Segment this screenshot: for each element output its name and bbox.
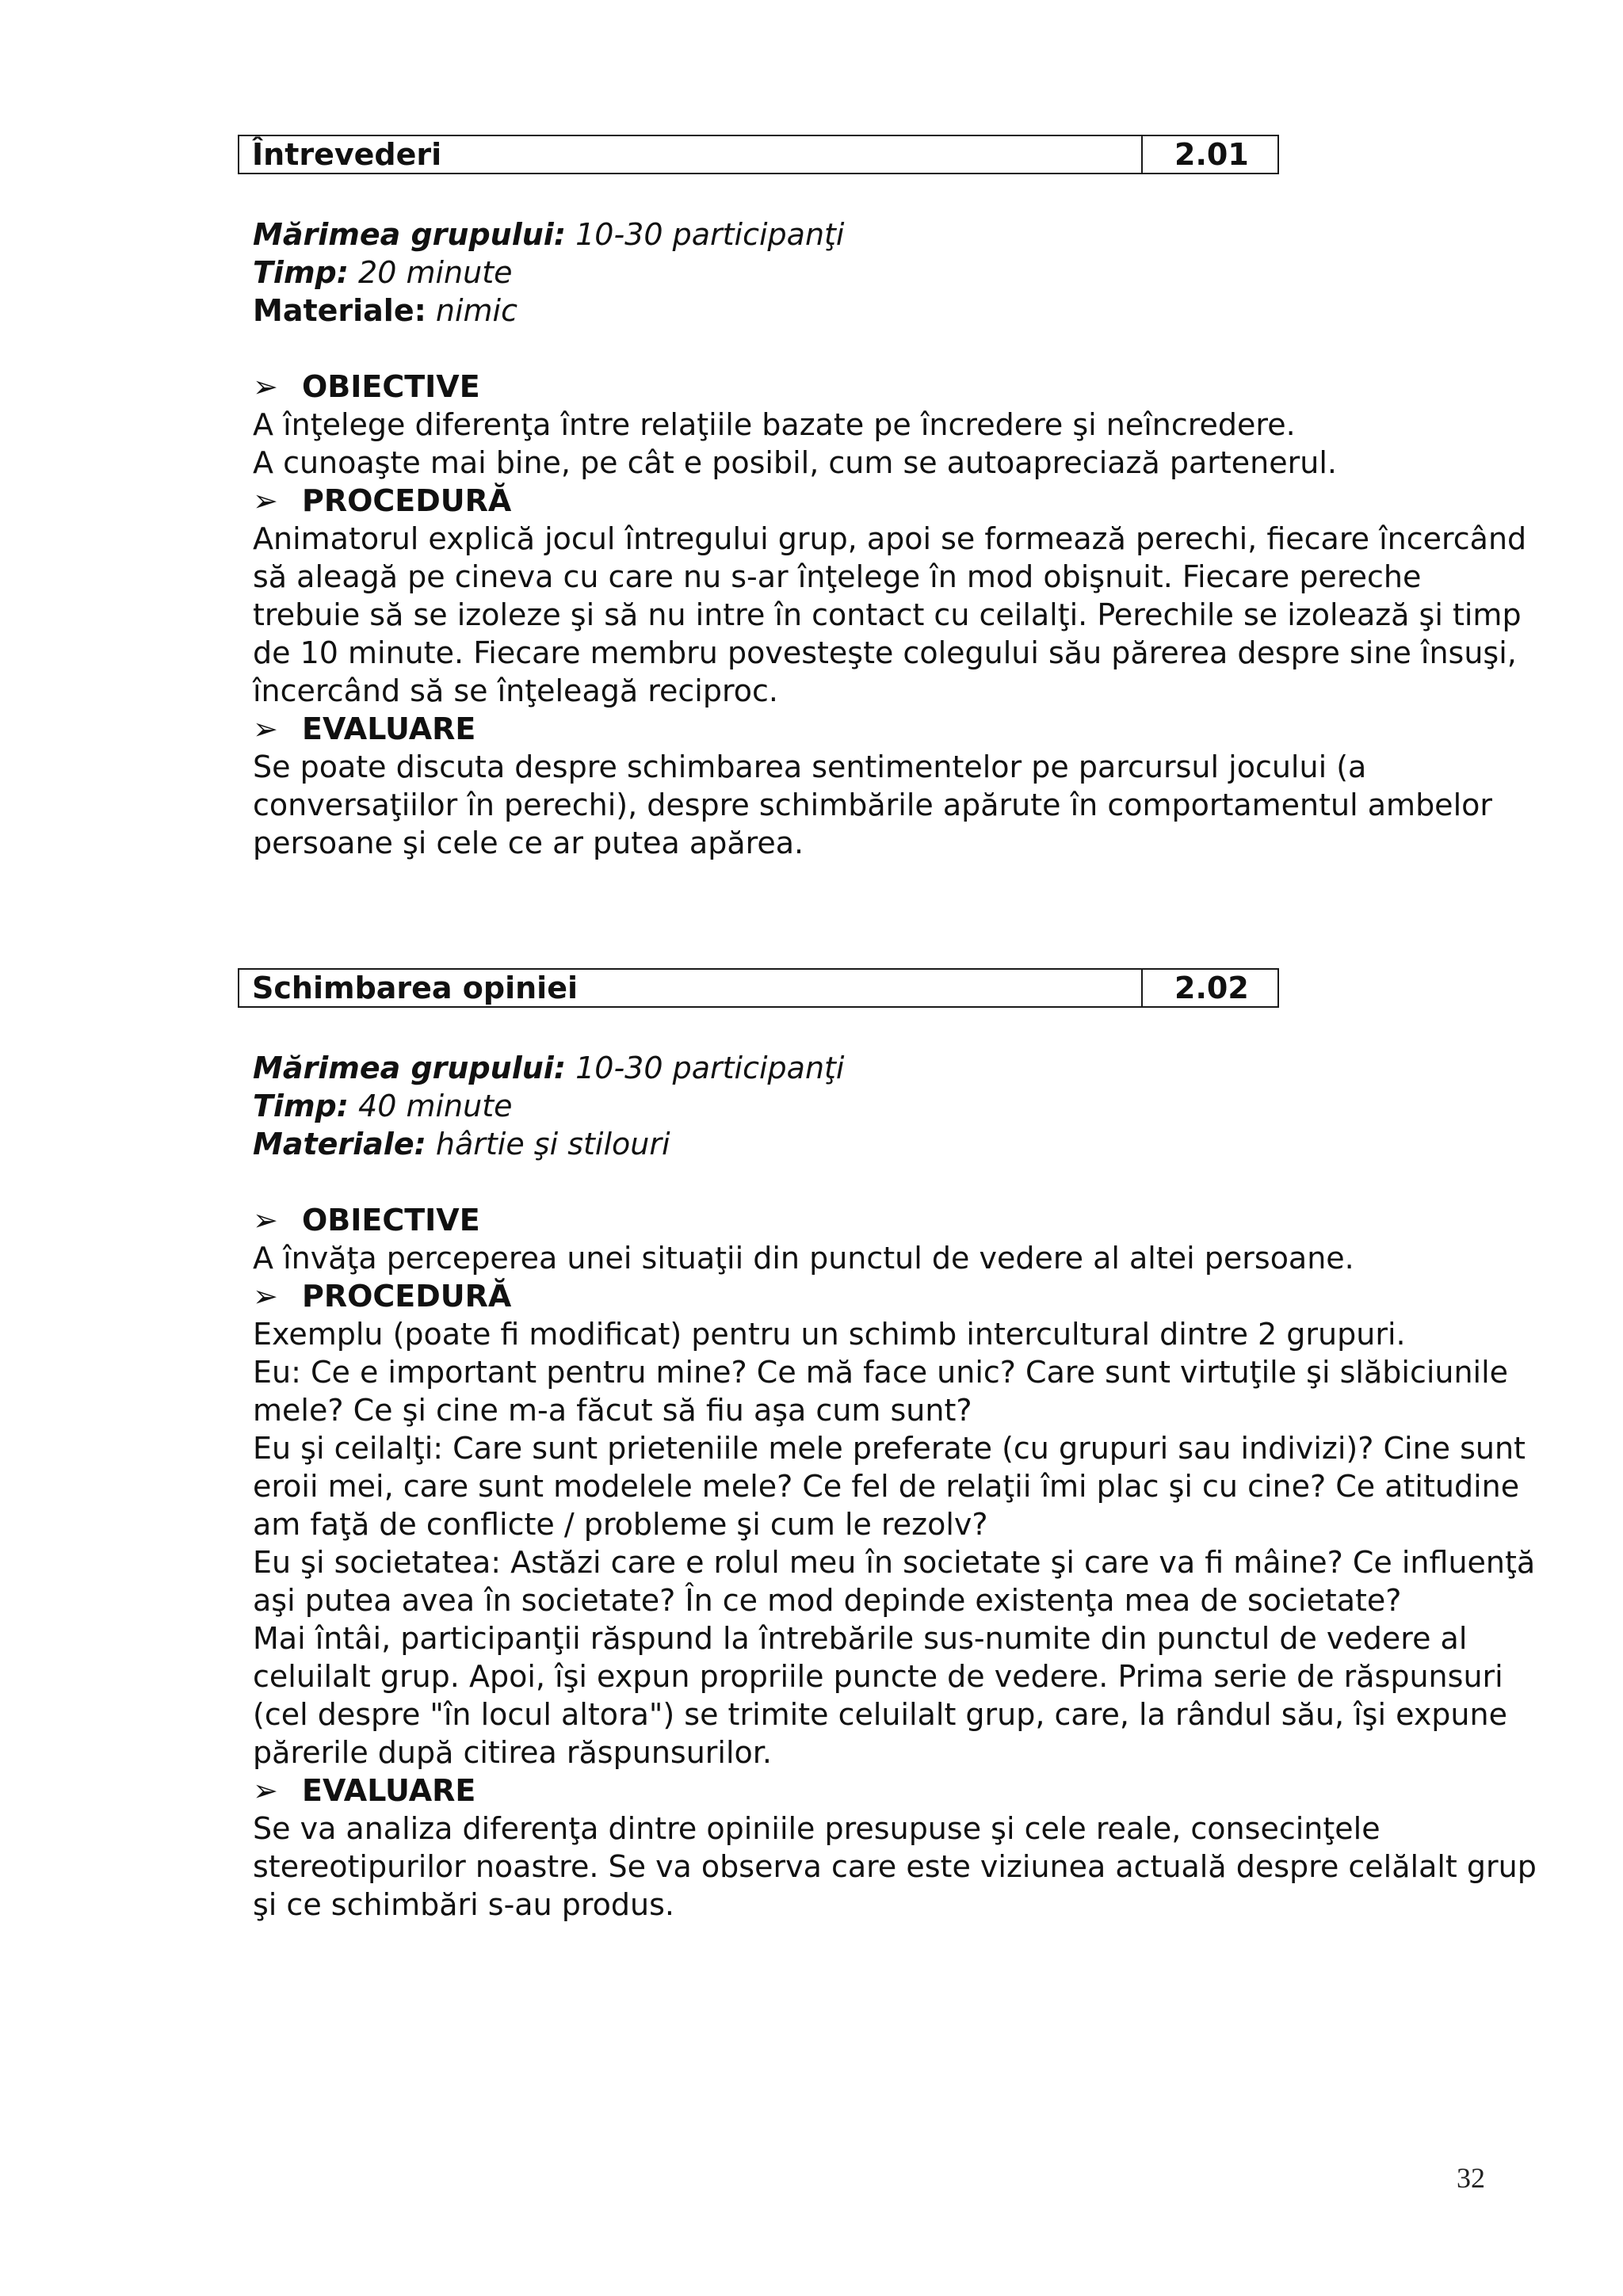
activity-section-2-02 xyxy=(238,968,1537,1924)
objectives-heading xyxy=(253,368,1474,406)
procedure-heading xyxy=(253,482,1474,520)
group-size-line xyxy=(253,215,1474,254)
evaluation-heading-text: EVALUARE xyxy=(302,1773,476,1808)
activity-title: Schimbarea opiniei xyxy=(239,970,1143,1006)
paragraph-line: Eu: Ce e important pentru mine? Ce mă face unic? Care sunt virtuţile şi slăbiciunile xyxy=(253,1355,1509,1390)
activity-content xyxy=(238,1201,1537,1924)
time-line xyxy=(253,254,1474,292)
materials-label: Materiale: xyxy=(253,293,426,328)
evaluation-heading xyxy=(253,710,1474,748)
paragraph-line: conversaţiilor în perechi), despre schimbările apărute în comportamentul ambelor xyxy=(253,788,1492,822)
paragraph-line: Eu şi ceilalţi: Care sunt prieteniile mele preferate (cu grupuri sau indivizi)? Cine sunt xyxy=(253,1431,1526,1466)
paragraph-line: celuilalt grup. Apoi, îşi expun propriile puncte de vedere. Prima serie de răspunsuri xyxy=(253,1659,1503,1694)
paragraph-line: Exemplu (poate fi modificat) pentru un schimb intercultural dintre 2 grupuri. xyxy=(253,1317,1406,1352)
activity-code: 2.01 xyxy=(1174,137,1249,172)
paragraph-line: (cel despre "în locul altora") se trimite celuilalt grup, care, la rândul său, îşi expune xyxy=(253,1697,1507,1732)
materials-label: Materiale: xyxy=(253,1127,426,1161)
activity-title-box xyxy=(238,135,1279,174)
objectives-heading-text: OBIECTIVE xyxy=(302,1203,480,1238)
paragraph-line: stereotipurilor noastre. Se va observa care este viziunea actuală despre celălalt grup xyxy=(253,1849,1537,1884)
paragraph-line: Eu şi societatea: Astăzi care e rolul meu în societate şi care va fi mâine? Ce influenţă xyxy=(253,1545,1536,1580)
paragraph-line: persoane şi cele ce ar putea apărea. xyxy=(253,826,804,860)
evaluation-heading xyxy=(253,1772,1474,1810)
activity-code: 2.02 xyxy=(1174,971,1249,1005)
materials-line xyxy=(253,292,1474,330)
arrow-bullet-icon: ➢ xyxy=(253,1773,278,1808)
paragraph-line: părerile după citirea răspunsurilor. xyxy=(253,1735,772,1770)
group-size-label: Mărimea grupului: xyxy=(253,1051,567,1085)
group-size-value: 10-30 participanţi xyxy=(575,1051,845,1085)
materials-value: hârtie şi stilouri xyxy=(435,1127,670,1161)
time-label: Timp: xyxy=(253,1089,349,1123)
paragraph-line: Se va analiza diferenţa dintre opiniile presupuse şi cele reale, consecinţele xyxy=(253,1811,1381,1846)
arrow-bullet-icon: ➢ xyxy=(253,369,278,404)
paragraph-line: Se poate discuta despre schimbarea sentimentelor pe parcursul jocului (a xyxy=(253,749,1367,784)
paragraph-line: A învăţa perceperea unei situaţii din punctul de vedere al altei persoane. xyxy=(253,1241,1354,1276)
materials-line xyxy=(253,1125,1474,1163)
time-value: 40 minute xyxy=(358,1089,513,1123)
paragraph-line: Mai întâi, participanţii răspund la întrebările sus-numite din punctul de vedere al xyxy=(253,1621,1468,1656)
paragraph-line: de 10 minute. Fiecare membru povesteşte colegului său părerea despre sine însuşi, xyxy=(253,635,1517,670)
procedure-heading-text: PROCEDURĂ xyxy=(302,1279,512,1314)
paragraph-line: încercând să se înţeleagă reciproc. xyxy=(253,673,778,708)
paragraph-line: Animatorul explică jocul întregului grup, apoi se formează perechi, fiecare încercând xyxy=(253,521,1527,556)
activity-section-2-01 xyxy=(238,135,1527,862)
procedure-heading xyxy=(253,1277,1474,1315)
group-size-value: 10-30 participanţi xyxy=(575,217,845,252)
activity-title: Întrevederi xyxy=(239,136,1143,173)
materials-value: nimic xyxy=(435,293,517,328)
activity-meta xyxy=(238,215,1474,330)
objectives-heading xyxy=(253,1201,1474,1239)
group-size-line xyxy=(253,1049,1474,1087)
paragraph-line: şi ce schimbări s-au produs. xyxy=(253,1887,674,1922)
evaluation-heading-text: EVALUARE xyxy=(302,711,476,746)
arrow-bullet-icon: ➢ xyxy=(253,711,278,746)
paragraph-line: A cunoaşte mai bine, pe cât e posibil, cum se autoapreciază partenerul. xyxy=(253,445,1337,480)
arrow-bullet-icon: ➢ xyxy=(253,1203,278,1238)
time-value: 20 minute xyxy=(358,255,513,290)
activity-content xyxy=(238,368,1527,862)
paragraph-line: eroii mei, care sunt modelele mele? Ce fel de relaţii îmi plac şi cu cine? Ce atitudine xyxy=(253,1469,1520,1504)
arrow-bullet-icon: ➢ xyxy=(253,483,278,518)
paragraph-line: trebuie să se izoleze şi să nu intre în contact cu ceilalţi. Perechile se izolează şi timp xyxy=(253,597,1522,632)
time-label: Timp: xyxy=(253,255,349,290)
activity-title-box xyxy=(238,968,1279,1008)
page-number: 32 xyxy=(1457,2162,1485,2194)
paragraph-line: aşi putea avea în societate? În ce mod depinde existenţa mea de societate? xyxy=(253,1583,1402,1618)
paragraph-line: am faţă de conflicte / probleme şi cum le rezolv? xyxy=(253,1507,988,1542)
procedure-heading-text: PROCEDURĂ xyxy=(302,483,512,518)
paragraph-line: mele? Ce şi cine m-a făcut să fiu aşa cum sunt? xyxy=(253,1393,972,1428)
paragraph-line: să aleagă pe cineva cu care nu s-ar înţelege în mod obişnuit. Fiecare pereche xyxy=(253,559,1422,594)
time-line xyxy=(253,1087,1474,1125)
group-size-label: Mărimea grupului: xyxy=(253,217,567,252)
activity-meta xyxy=(238,1049,1474,1163)
objectives-heading-text: OBIECTIVE xyxy=(302,369,480,404)
paragraph-line: A înţelege diferenţa între relaţiile bazate pe încredere şi neîncredere. xyxy=(253,407,1296,442)
arrow-bullet-icon: ➢ xyxy=(253,1279,278,1314)
